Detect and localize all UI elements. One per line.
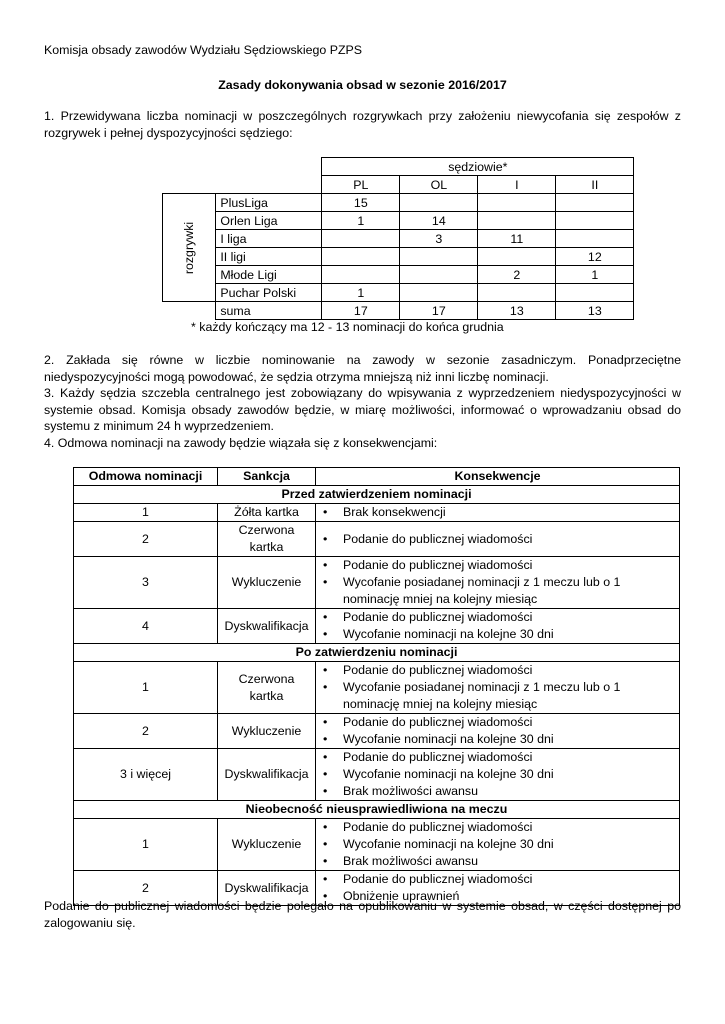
consequences-list [320,609,675,643]
refusal-count: 1 [74,662,218,714]
consequence-item: • Podanie do publicznej wiadomości [343,609,675,626]
consequences-list [320,749,675,800]
corner-cell [163,158,322,176]
table-row [74,609,680,644]
paragraph-2: 2. Zakłada się równe w liczbie nominowanie na zawody w sezonie zasadniczym. Ponadprzeciętne niedyspozycyjności mogą powodować, że sędzia otrzyma mniejszą niż inni liczbę nominacji. [44,353,681,384]
nomination-count: 12 [556,248,634,266]
nomination-count: 1 [322,212,400,230]
sanction: Dyskwalifikacja [218,749,316,801]
consequences-cell [316,504,680,522]
table-row [74,714,680,749]
nominations-footnote: * każdy kończący ma 12 - 13 nominacji do końca grudnia [191,320,504,334]
table-row [74,819,680,871]
nomination-count [322,248,400,266]
consequences-cell [316,819,680,871]
nomination-count: 1 [556,266,634,284]
nomination-count [478,248,556,266]
section-row [74,644,680,662]
consequence-item: • Obniżenie uprawnień [343,888,675,905]
league-name: Puchar Polski [216,284,322,302]
paragraphs-2-4 [44,352,681,452]
refusal-count: 2 [74,522,218,557]
table-row [74,522,680,557]
corner-cell [163,176,322,194]
refusal-count: 4 [74,609,218,644]
consequences-list [320,504,675,521]
paragraph-3: 3. Każdy sędzia szczebla centralnego jest zobowiązany do wpisywania z wyprzedzeniem niedyspozycyjności w systemie obsad. Komisja obsady zawodów będzie, w miarę możliwości, informować o wprowadzaniu obsad do systemu z minimum 24 h wyprzedzeniem. [44,386,681,434]
header-sanction: Sankcja [218,468,316,486]
table-row [74,557,680,609]
consequence-item: • Brak możliwości awansu [343,853,675,870]
consequences-list [320,714,675,748]
consequence-item: • Podanie do publicznej wiadomości [343,749,675,766]
section-title: Nieobecność nieusprawiedliwiona na meczu [74,801,680,819]
consequences-list [320,819,675,870]
consequence-item: • Podanie do publicznej wiadomości [343,871,675,888]
consequence-item: • Podanie do publicznej wiadomości [343,557,675,574]
paragraph-1: 1. Przewidywana liczba nominacji w poszczególnych rozgrywkach przy założeniu niewycofania się zespołów z rozgrywek i pełnej dyspozycyjności sędziego: [44,109,681,140]
nomination-count [322,230,400,248]
consequences-cell [316,557,680,609]
consequence-item: • Brak możliwości awansu [343,783,675,800]
nominations-row [163,248,634,266]
nomination-count: 11 [478,230,556,248]
header-refusals: Odmowa nominacji [74,468,218,486]
sanction: Dyskwalifikacja [218,871,316,906]
nominations-row [163,194,634,212]
paragraph-4: 4. Odmowa nominacji na zawody będzie wiązała się z konsekwencjami: [44,435,438,450]
consequences-cell [316,522,680,557]
consequence-item: • Podanie do publicznej wiadomości [343,531,675,548]
nomination-count [478,194,556,212]
refusal-count: 2 [74,871,218,906]
league-name: I liga [216,230,322,248]
column-header: PL [322,176,400,194]
document-title: Zasady dokonywania obsad w sezonie 2016/2017 [218,78,507,92]
total-count: 17 [400,302,478,320]
side-label-cell [163,194,216,302]
section-title: Przed zatwierdzeniem nominacji [74,486,680,504]
total-label: suma [216,302,322,320]
sanction: Żółta kartka [218,504,316,522]
nominations-table [162,157,634,320]
sanction: Czerwona kartka [218,662,316,714]
sanction: Wykluczenie [218,557,316,609]
nominations-row [163,284,634,302]
table-row [74,749,680,801]
side-label: rozgrywki [182,221,197,274]
table-row [74,504,680,522]
nomination-count [556,284,634,302]
total-count: 13 [556,302,634,320]
nominations-group-row [163,158,634,176]
consequence-item: • Podanie do publicznej wiadomości [343,714,675,731]
nomination-count: 3 [400,230,478,248]
total-count: 13 [478,302,556,320]
refusal-count: 3 [74,557,218,609]
refusal-count: 3 i więcej [74,749,218,801]
nomination-count [322,266,400,284]
league-name: II ligi [216,248,322,266]
nomination-count [400,284,478,302]
consequence-item: • Podanie do publicznej wiadomości [343,819,675,836]
consequence-item: • Wycofanie nominacji na kolejne 30 dni [343,731,675,748]
group-label: sędziowie* [322,158,634,176]
nomination-count [478,212,556,230]
nominations-row [163,212,634,230]
column-header: OL [400,176,478,194]
consequence-item: • Brak konsekwencji [343,504,675,521]
league-name: Młode Ligi [216,266,322,284]
consequence-item: • Wycofanie posiadanej nominacji z 1 meczu lub o 1 nominację mniej na kolejny miesiąc [343,574,675,608]
nomination-count [556,212,634,230]
consequences-cell [316,609,680,644]
sanction: Wykluczenie [218,819,316,871]
nominations-row [163,266,634,284]
total-count: 17 [322,302,400,320]
nomination-count: 14 [400,212,478,230]
nomination-count [400,266,478,284]
consequences-cell [316,714,680,749]
nomination-count: 1 [322,284,400,302]
refusal-count: 1 [74,819,218,871]
section-title: Po zatwierdzeniu nominacji [74,644,680,662]
column-header: II [556,176,634,194]
refusals-table [73,467,680,906]
league-name: Orlen Liga [216,212,322,230]
consequence-item: • Wycofanie nominacji na kolejne 30 dni [343,626,675,643]
column-header: I [478,176,556,194]
refusals-header-row [74,468,680,486]
section-row [74,486,680,504]
nominations-total-row [163,302,634,320]
header-consequences: Konsekwencje [316,468,680,486]
refusal-count: 1 [74,504,218,522]
nomination-count: 15 [322,194,400,212]
nomination-count: 2 [478,266,556,284]
nominations-columns-row [163,176,634,194]
consequences-list [320,557,675,608]
nomination-count [400,194,478,212]
document-header: Komisja obsady zawodów Wydziału Sędziowskiego PZPS [44,43,363,57]
sanction: Wykluczenie [218,714,316,749]
nominations-row [163,230,634,248]
section-row [74,801,680,819]
consequences-list [320,531,675,548]
sanction: Dyskwalifikacja [218,609,316,644]
consequence-item: • Podanie do publicznej wiadomości [343,662,675,679]
league-name: PlusLiga [216,194,322,212]
consequence-item: • Wycofanie nominacji na kolejne 30 dni [343,836,675,853]
closing-paragraph: Podanie do publicznej wiadomości będzie polegało na opublikowaniu w systemie obsad, w części dostępnej po zalogowaniu się. [44,899,681,930]
nomination-count [478,284,556,302]
nomination-count [556,194,634,212]
nomination-count [556,230,634,248]
consequences-cell [316,749,680,801]
consequences-cell [316,662,680,714]
corner-cell [163,302,216,320]
consequence-item: • Wycofanie nominacji na kolejne 30 dni [343,766,675,783]
nomination-count [400,248,478,266]
table-row [74,662,680,714]
consequence-item: • Wycofanie posiadanej nominacji z 1 meczu lub o 1 nominację mniej na kolejny miesiąc [343,679,675,713]
sanction: Czerwona kartka [218,522,316,557]
consequences-list [320,662,675,713]
refusal-count: 2 [74,714,218,749]
